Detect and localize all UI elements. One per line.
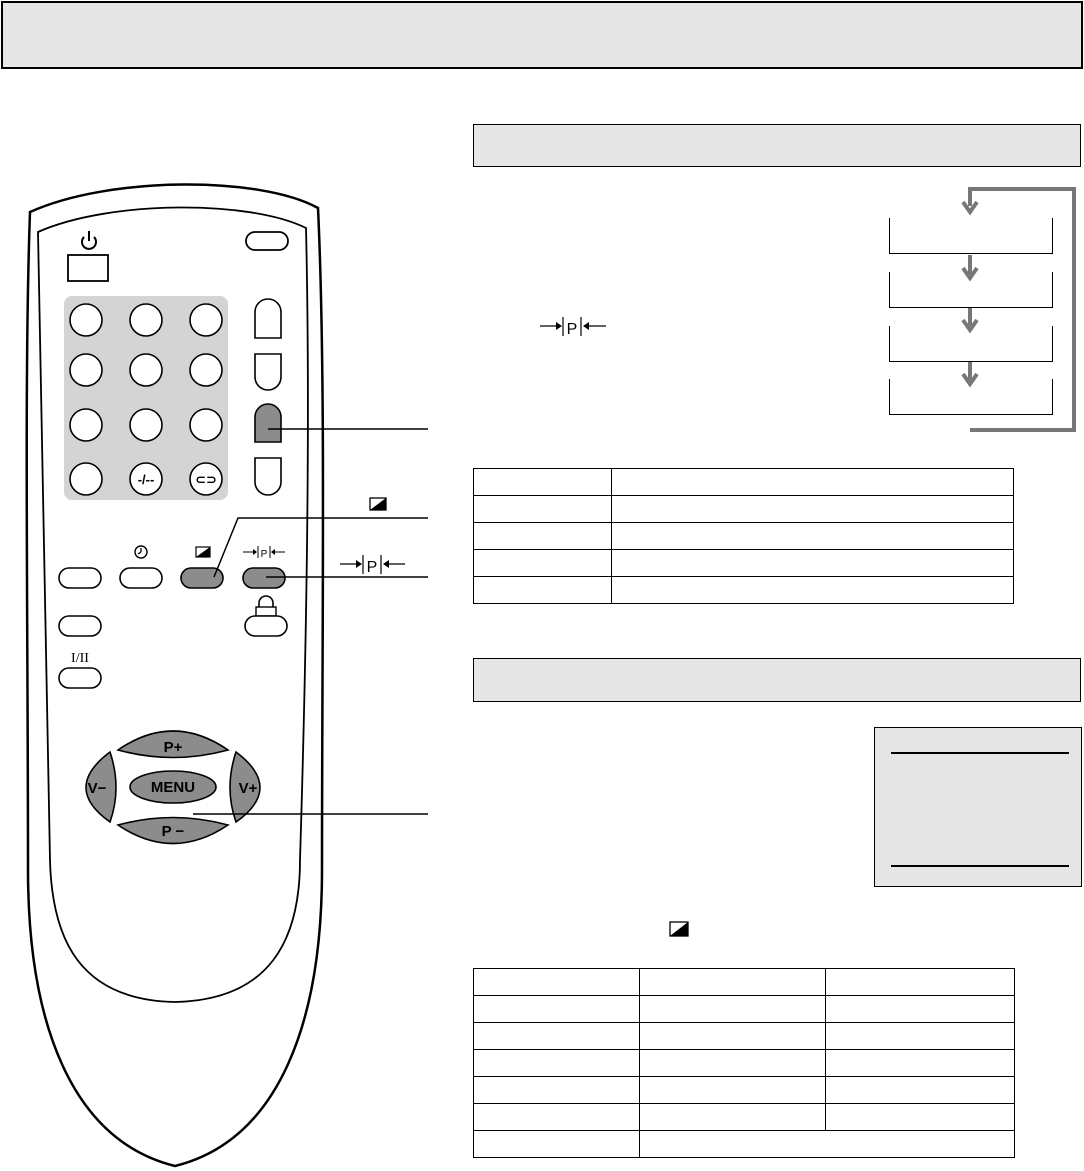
digit-key[interactable]: [190, 304, 222, 336]
table-cell: [474, 1077, 640, 1104]
table-cell: [640, 1131, 1015, 1158]
flow-step-box: [889, 272, 1053, 308]
table-cell: [474, 496, 612, 523]
p-minus-label: P −: [161, 823, 185, 840]
table-cell: [474, 1050, 640, 1077]
table-cell: [640, 969, 826, 996]
audio-button[interactable]: [59, 668, 101, 688]
flow-step-box: [889, 379, 1053, 415]
table-cell: [826, 969, 1015, 996]
digit-key[interactable]: [70, 354, 102, 386]
digit-key[interactable]: [190, 409, 222, 441]
osd-menu-panel: [874, 727, 1082, 887]
table-cell: [612, 496, 1014, 523]
osd-divider-bottom: [891, 865, 1069, 867]
svg-text:P: P: [566, 321, 578, 338]
table-cell: [474, 469, 612, 496]
right-column-button-1[interactable]: [255, 299, 281, 338]
v-minus-label: V−: [87, 780, 107, 797]
lock-button[interactable]: [245, 616, 287, 636]
right-column-button-2[interactable]: [255, 354, 281, 390]
table-row: [474, 577, 1014, 604]
table-cell: [826, 1050, 1015, 1077]
table-row: [474, 523, 1014, 550]
table-cell: [640, 1104, 826, 1131]
table-cell: [474, 1104, 640, 1131]
svg-text:P: P: [260, 549, 268, 560]
table-row: [474, 550, 1014, 577]
digit-key[interactable]: [190, 354, 222, 386]
table-cell: [826, 1104, 1015, 1131]
table-cell: [612, 469, 1014, 496]
table-cell: [612, 577, 1014, 604]
table-cell: [826, 1077, 1015, 1104]
table-cell: [474, 1023, 640, 1050]
highlighted-right-button[interactable]: [255, 404, 281, 442]
table-cell: [474, 577, 612, 604]
table-cell: [474, 969, 640, 996]
inline-swap-symbol: [540, 317, 606, 338]
table-row: [474, 1077, 1015, 1104]
osd-divider-top: [891, 752, 1069, 754]
table-cell: [640, 996, 826, 1023]
table-cell: [612, 550, 1014, 577]
svg-text:P: P: [366, 559, 378, 576]
digit-key[interactable]: [70, 409, 102, 441]
table-cell: [640, 1050, 826, 1077]
digit-key[interactable]: [70, 463, 102, 495]
table-row: [474, 1131, 1015, 1158]
digit-key[interactable]: [130, 304, 162, 336]
table-cell: [474, 1131, 640, 1158]
flow-step-box: [889, 326, 1053, 362]
table-row: [474, 496, 1014, 523]
v-plus-label: V+: [238, 780, 258, 797]
middle-button-1[interactable]: [59, 568, 101, 588]
timer-button[interactable]: [120, 568, 162, 588]
right-column-button-4[interactable]: [255, 458, 281, 495]
power-button[interactable]: [68, 255, 108, 281]
table-cell: [826, 996, 1015, 1023]
settings-table-1: [473, 468, 1014, 604]
digit-key[interactable]: [70, 304, 102, 336]
picture-icon: [196, 547, 210, 557]
table-cell: [612, 523, 1014, 550]
table-row: [474, 1104, 1015, 1131]
p-plus-label: P+: [163, 739, 183, 756]
digit-key[interactable]: [130, 354, 162, 386]
callout-swap-symbol: [340, 555, 405, 576]
table-cell: [640, 1023, 826, 1050]
flow-step-box: [889, 218, 1053, 254]
table-row: [474, 996, 1015, 1023]
table-cell: [474, 996, 640, 1023]
digit-key[interactable]: [130, 409, 162, 441]
menu-label: MENU: [150, 779, 196, 796]
table-cell: [826, 1023, 1015, 1050]
body-picture-icon: [670, 922, 688, 936]
top-right-button[interactable]: [246, 232, 288, 250]
table-row: [474, 469, 1014, 496]
program-swap-button[interactable]: [243, 568, 285, 588]
table-cell: [640, 1077, 826, 1104]
left-small-button[interactable]: [59, 616, 101, 636]
table-cell: [474, 523, 612, 550]
section-header-bar-2: [473, 658, 1081, 702]
settings-table-2: [473, 968, 1015, 1158]
section-header-bar-1: [473, 124, 1081, 167]
dash-key-label: -/--: [137, 472, 155, 487]
table-row: [474, 1023, 1015, 1050]
audio-label: I/II: [71, 651, 89, 666]
swap-key-label: ⊂⊃: [195, 473, 217, 488]
table-row: [474, 1050, 1015, 1077]
table-cell: [474, 550, 612, 577]
callout-picture-icon: [370, 498, 386, 510]
table-row: [474, 969, 1015, 996]
